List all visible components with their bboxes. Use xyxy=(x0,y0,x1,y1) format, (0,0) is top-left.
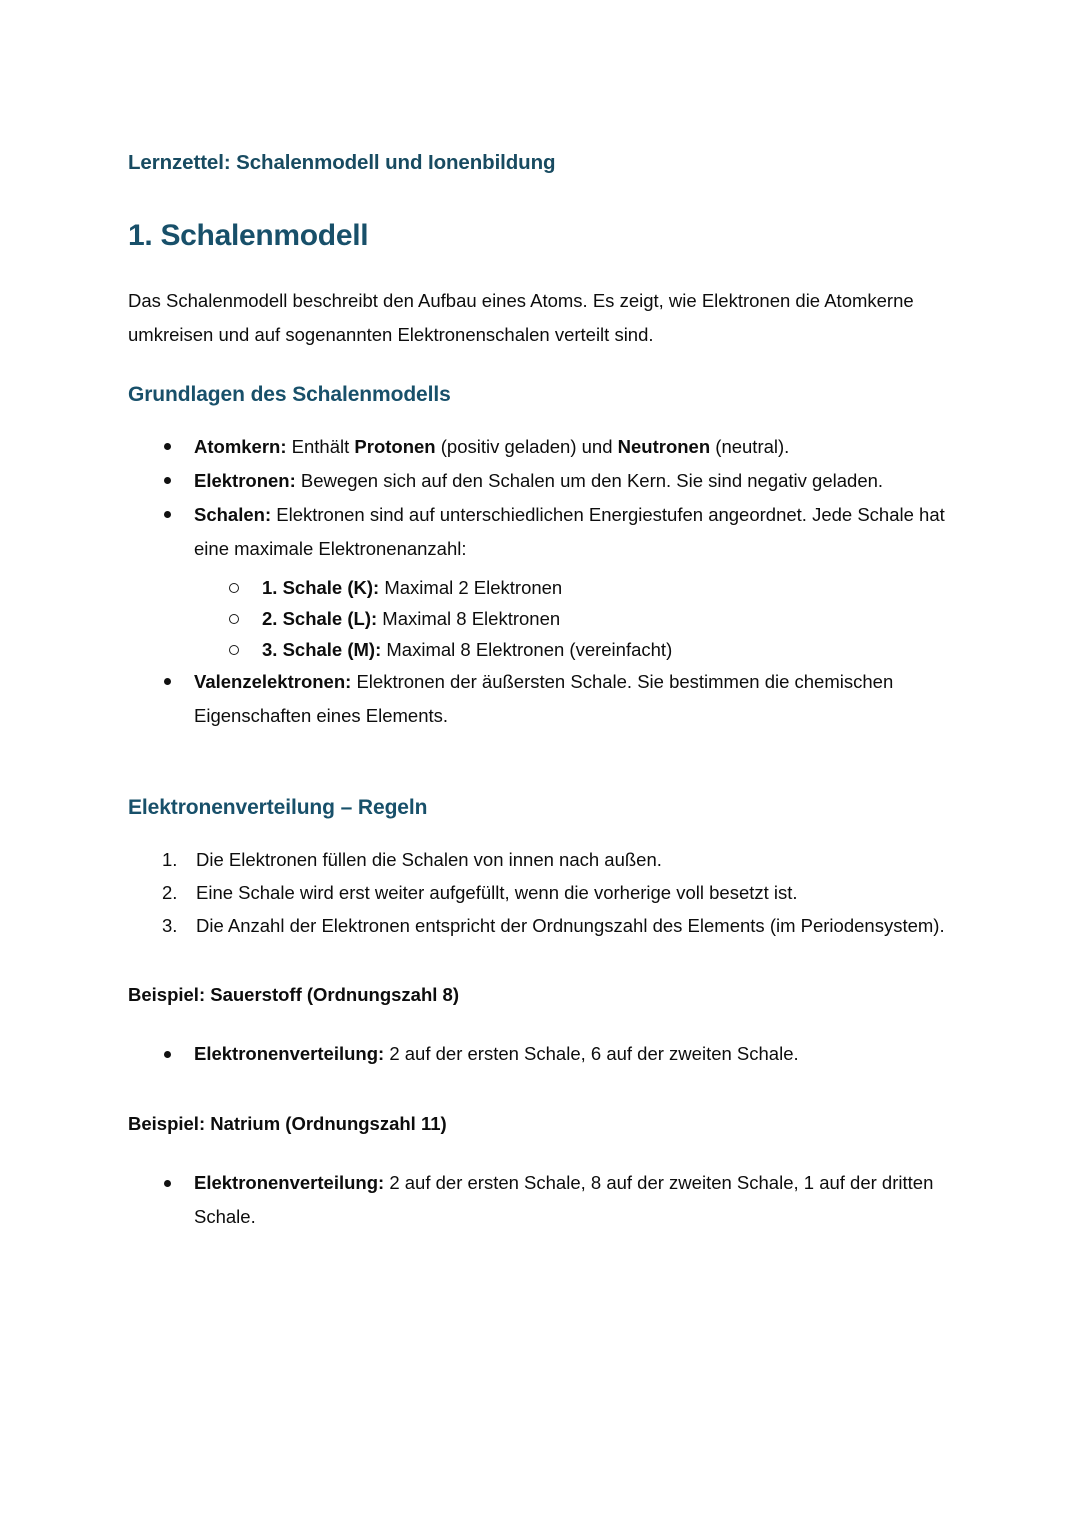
beispiel-natrium-title: Beispiel: Natrium (Ordnungszahl 11) xyxy=(128,1113,447,1135)
hollow-circle-icon xyxy=(229,572,239,603)
beispiel-natrium-list xyxy=(128,1166,948,1234)
document-title: Lernzettel: Schalenmodell und Ionenbildung xyxy=(128,151,556,174)
schalen-sub-list xyxy=(128,572,948,665)
list-number: 2. xyxy=(162,882,178,904)
bullet-text-2: (positiv geladen) und xyxy=(435,435,618,457)
list-item xyxy=(128,843,948,876)
bullet-text: Elektronen sind auf unterschiedlichen Energiestufen angeordnet. Jede Schale hat eine maximale Elektronenanzahl: xyxy=(194,503,945,559)
rule-text: Die Anzahl der Elektronen entspricht der Ordnungszahl des Elements (im Periodensystem). xyxy=(196,915,945,937)
rule-text: Eine Schale wird erst weiter aufgefüllt, wenn die vorherige voll besetzt ist. xyxy=(196,882,798,904)
sub-bullet-text: Maximal 2 Elektronen xyxy=(379,576,563,598)
list-item xyxy=(128,665,948,733)
intro-paragraph: Das Schalenmodell beschreibt den Aufbau eines Atoms. Es zeigt, wie Elektronen die Atomkerne umkreisen und auf sogenannten Elektronenschalen verteilt sind. xyxy=(128,289,914,345)
bullet-icon xyxy=(164,1037,176,1071)
rule-text: Die Elektronen füllen die Schalen von innen nach außen. xyxy=(196,849,662,871)
list-item xyxy=(128,634,948,665)
heading-schalenmodell: 1. Schalenmodell xyxy=(128,218,369,252)
hollow-circle-icon xyxy=(229,634,239,665)
sub-bullet-lead: 3. Schale (M): xyxy=(262,638,382,660)
bullet-icon xyxy=(164,498,176,532)
sub-bullet-text: Maximal 8 Elektronen xyxy=(377,607,561,629)
list-item xyxy=(128,430,948,464)
grundlagen-bullet-list xyxy=(128,430,948,566)
list-item xyxy=(128,572,948,603)
document-body xyxy=(128,150,948,1240)
bullet-text: 2 auf der ersten Schale, 8 auf der zweiten Schale, 1 auf der dritten Schale. xyxy=(194,1172,934,1228)
beispiel-sauerstoff-title: Beispiel: Sauerstoff (Ordnungszahl 8) xyxy=(128,984,459,1006)
list-number: 3. xyxy=(162,915,178,937)
list-item xyxy=(128,876,948,909)
bullet-icon xyxy=(164,464,176,498)
bullet-icon xyxy=(164,430,176,464)
bullet-lead: Elektronenverteilung: xyxy=(194,1043,385,1065)
bullet-text: 2 auf der ersten Schale, 6 auf der zweiten Schale. xyxy=(384,1043,799,1065)
regeln-numbered-list xyxy=(128,843,948,942)
sub-bullet-lead: 1. Schale (K): xyxy=(262,576,380,598)
bullet-lead: Schalen: xyxy=(194,503,272,525)
bullet-lead: Elektronen: xyxy=(194,469,296,491)
heading-elektronenverteilung-regeln: Elektronenverteilung – Regeln xyxy=(128,795,428,819)
bullet-text: Elektronen der äußersten Schale. Sie bestimmen die chemischen Eigenschaften eines Elements. xyxy=(194,670,894,726)
bullet-lead: Valenzelektronen: xyxy=(194,670,352,692)
list-item xyxy=(128,498,948,566)
bullet-bold-protonen: Protonen xyxy=(354,435,436,457)
list-item xyxy=(128,1037,948,1071)
list-number: 1. xyxy=(162,849,178,871)
list-item xyxy=(128,909,948,942)
sub-bullet-text: Maximal 8 Elektronen (vereinfacht) xyxy=(381,638,673,660)
bullet-text: Bewegen sich auf den Schalen um den Kern. Sie sind negativ geladen. xyxy=(295,469,884,491)
valenzelektronen-bullet-list xyxy=(128,665,948,733)
heading-grundlagen: Grundlagen des Schalenmodells xyxy=(128,382,451,406)
hollow-circle-icon xyxy=(229,603,239,634)
bullet-bold-neutronen: Neutronen xyxy=(617,435,711,457)
bullet-icon xyxy=(164,665,176,699)
bullet-lead: Elektronenverteilung: xyxy=(194,1172,385,1194)
list-item xyxy=(128,1166,948,1234)
beispiel-sauerstoff-list xyxy=(128,1037,948,1071)
sub-bullet-lead: 2. Schale (L): xyxy=(262,607,378,629)
bullet-icon xyxy=(164,1166,176,1200)
list-item xyxy=(128,464,948,498)
list-item xyxy=(128,603,948,634)
bullet-lead: Atomkern: xyxy=(194,435,287,457)
bullet-text: Enthält xyxy=(286,435,355,457)
bullet-text-3: (neutral). xyxy=(710,435,790,457)
